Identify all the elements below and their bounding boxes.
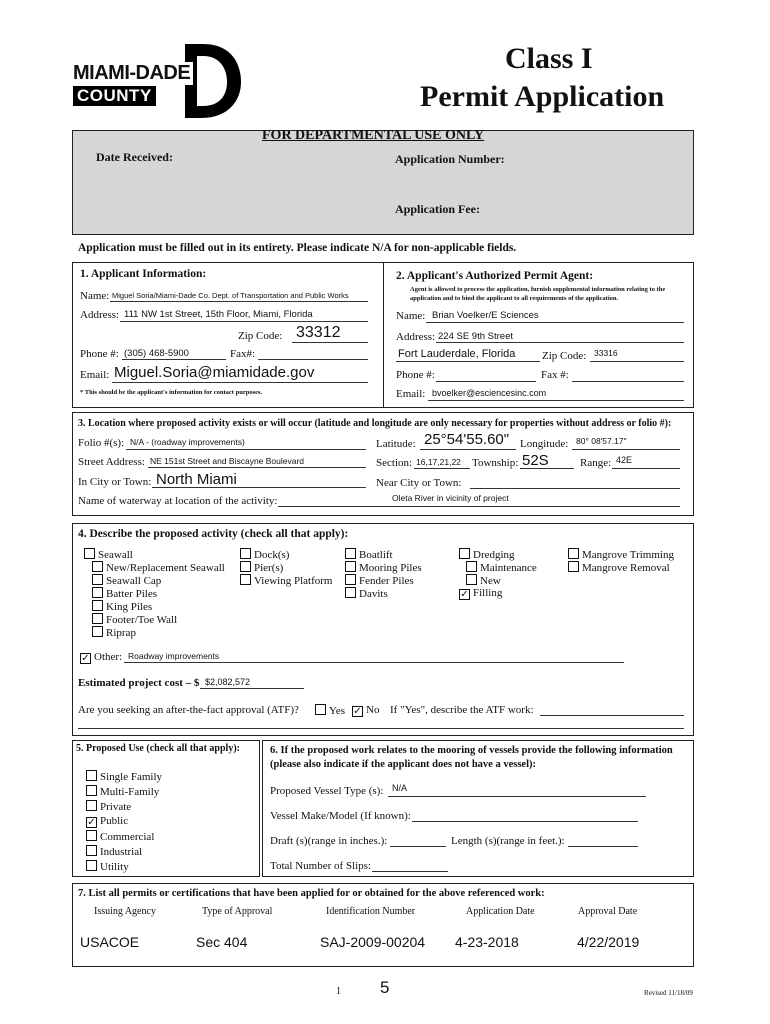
applicant-fax-label: Fax#: (230, 348, 256, 360)
agent-fax-label: Fax #: (541, 369, 569, 381)
use-utility[interactable]: Utility (86, 860, 129, 873)
option-mangrove-trimming[interactable]: Mangrove Trimming (568, 548, 674, 561)
option-batter-piles[interactable]: Batter Piles (92, 587, 157, 600)
waterway-value[interactable]: Oleta River in vicinity of project (392, 493, 509, 503)
agent-address-value[interactable]: 224 SE 9th Street (438, 331, 513, 342)
atf-no-checkbox-checked[interactable]: ✓ (353, 706, 362, 717)
agent-zip-label: Zip Code: (542, 350, 587, 362)
township-label: Township: (472, 457, 519, 469)
permit-application-date[interactable]: 4-23-2018 (455, 934, 519, 950)
option-filling[interactable]: ✓ Filling (460, 587, 503, 600)
city-label: In City or Town: (78, 476, 152, 488)
street-address-label: Street Address: (78, 456, 145, 468)
agent-zip-value[interactable]: 33316 (594, 348, 618, 358)
option-footer-toe-wall[interactable]: Footer/Toe Wall (92, 613, 177, 626)
use-single-family[interactable]: Single Family (86, 770, 162, 783)
permit-issuing-agency[interactable]: USACOE (80, 934, 140, 950)
option-seawall-cap[interactable]: Seawall Cap (92, 574, 161, 587)
option-boatlift[interactable]: Boatlift (345, 548, 393, 561)
range-label: Range: (580, 457, 612, 469)
length-label: Length (s)(range in feet.): (451, 835, 565, 847)
longitude-value[interactable]: 80° 08'57.17" (576, 436, 627, 446)
use-private[interactable]: Private (86, 800, 131, 813)
applicant-name-label: Name: (80, 290, 110, 302)
agent-name-label: Name: (396, 310, 426, 322)
option-docks[interactable]: Dock(s) (240, 548, 289, 561)
longitude-label: Longitude: (520, 438, 569, 450)
page-number-handwritten: 5 (380, 978, 390, 997)
draft-label: Draft (s)(range in inches.): (270, 835, 388, 847)
option-davits[interactable]: Davits (345, 587, 388, 600)
use-public[interactable]: ✓ Public (87, 815, 129, 828)
application-number-label: Application Number: (395, 152, 505, 166)
applicant-address-value[interactable]: 111 NW 1st Street, 15th Floor, Miami, Florida (124, 309, 313, 320)
agent-email-label: Email: (396, 388, 426, 400)
form-title: Permit Application (420, 80, 665, 113)
vessel-make-label: Vessel Make/Model (If known): (270, 810, 411, 822)
page-number-printed: 1 (336, 986, 341, 997)
option-piers[interactable]: Pier(s) (240, 561, 283, 574)
atf-yes[interactable]: Yes (315, 704, 345, 717)
departmental-use-box (72, 130, 694, 235)
vessel-type-value[interactable]: N/A (392, 783, 408, 793)
use-industrial[interactable]: Industrial (86, 845, 142, 858)
option-maintenance[interactable]: Maintenance (466, 561, 537, 574)
applicant-address-label: Address: (80, 309, 120, 321)
filling-checkbox-checked[interactable]: ✓ (460, 589, 469, 600)
latitude-value[interactable]: 25°54'55.60" (424, 431, 510, 448)
agent-phone-label: Phone #: (396, 369, 435, 381)
public-checkbox-checked[interactable]: ✓ (87, 817, 96, 828)
permit-type-of-approval[interactable]: Sec 404 (196, 934, 248, 950)
range-value[interactable]: 42E (616, 455, 633, 465)
street-address-value[interactable]: NE 151st Street and Biscayne Boulevard (150, 456, 305, 466)
section-1-title: 1. Applicant Information: (80, 268, 207, 280)
logo-county-badge: COUNTY (73, 86, 156, 106)
slips-label: Total Number of Slips: (270, 860, 371, 872)
header-issuing-agency: Issuing Agency (94, 906, 156, 917)
cost-value[interactable]: $2,082,572 (205, 677, 251, 687)
header-identification-number: Identification Number (326, 906, 416, 917)
other-value[interactable]: Roadway improvements (128, 651, 220, 661)
fill-notice: Application must be filled out in its entirety. Please indicate N/A for non-applicable fields. (78, 242, 517, 254)
atf-no[interactable]: ✓ No (353, 704, 380, 717)
applicant-footnote: * This should be the applicant's information for contact purposes. (80, 389, 263, 396)
folio-value[interactable]: N/A - (roadway improvements) (130, 437, 245, 447)
agent-name-value[interactable]: Brian Voelker/E Sciences (432, 310, 539, 321)
section-6-title: 6. If the proposed work relates to the mooring of vessels provide the following information (please also indicate if the applicant does not have a vessel): (270, 745, 673, 770)
option-other[interactable]: ✓ Other: (81, 651, 123, 664)
option-mooring-piles[interactable]: Mooring Piles (345, 561, 422, 574)
date-received-label: Date Received: (96, 150, 173, 164)
use-commercial[interactable]: Commercial (86, 830, 154, 843)
section-1-2-divider (383, 262, 384, 408)
option-new[interactable]: New (466, 574, 501, 587)
section-2-title: 2. Applicant's Authorized Permit Agent: (396, 270, 594, 282)
applicant-email-label: Email: (80, 369, 110, 381)
seawall-checkbox[interactable] (84, 548, 95, 559)
section-label: Section: (376, 457, 413, 469)
near-city-label: Near City or Town: (376, 477, 462, 489)
agent-note: Agent is allowed to process the application, furnish supplemental information relating to the application and to bind the applicant to all requirements of the application. (410, 286, 666, 302)
option-dredging[interactable]: Dredging (459, 548, 515, 561)
application-fee-label: Application Fee: (395, 202, 480, 216)
permit-identification-number[interactable]: SAJ-2009-00204 (320, 934, 426, 950)
applicant-name-value[interactable]: Miguel Soria/Miami-Dade Co. Dept. of Transportation and Public Works (112, 291, 349, 300)
option-mangrove-removal[interactable]: Mangrove Removal (568, 561, 670, 574)
cost-label: Estimated project cost – $ (78, 677, 200, 689)
section-4-title: 4. Describe the proposed activity (check all that apply): (78, 528, 349, 540)
agent-address-label: Address: (396, 331, 436, 343)
option-viewing-platform[interactable]: Viewing Platform (240, 574, 332, 587)
departmental-title: FOR DEPARTMENTAL USE ONLY (262, 128, 485, 143)
section-7-title: 7. List all permits or certifications that have been applied for or obtained for the above referenced work: (78, 888, 545, 899)
other-checkbox-checked[interactable]: ✓ (81, 653, 90, 664)
header-application-date: Application Date (466, 906, 535, 917)
city-value[interactable]: North Miami (156, 471, 237, 488)
township-value[interactable]: 52S (522, 452, 549, 469)
atf-question: Are you seeking an after-the-fact approval (ATF)? (78, 704, 299, 716)
option-fender-piles[interactable]: Fender Piles (345, 574, 414, 587)
applicant-phone-label: Phone #: (80, 348, 119, 360)
atf-describe-label: If "Yes", describe the ATF work: (390, 704, 534, 716)
section-value[interactable]: 16,17,21,22 (416, 457, 461, 467)
applicant-email-value[interactable]: Miguel.Soria@miamidade.gov (114, 364, 315, 381)
agent-email-value[interactable]: bvoelker@esciencesinc.com (432, 388, 547, 398)
applicant-zip-value[interactable]: 33312 (296, 324, 341, 341)
waterway-label: Name of waterway at location of the activity: (78, 495, 278, 507)
section-5-title: 5. Proposed Use (check all that apply): (76, 743, 240, 754)
form-title-class: Class I (505, 42, 593, 75)
folio-label: Folio #(s): (78, 437, 125, 449)
section-3-title: 3. Location where proposed activity exists or will occur (latitude and longitude are only necessary for properties without address or folio #): (78, 418, 672, 429)
use-multi-family[interactable]: Multi-Family (86, 785, 159, 798)
county-logo (73, 40, 243, 120)
applicant-phone-value[interactable]: (305) 468-5900 (124, 348, 189, 359)
option-new-seawall[interactable]: New/Replacement Seawall (92, 561, 225, 574)
header-type-of-approval: Type of Approval (202, 906, 273, 917)
permit-approval-date[interactable]: 4/22/2019 (577, 934, 640, 950)
logo-wordmark: MIAMI-DADE (73, 62, 193, 85)
revision-date: Revised 11/18/09 (644, 989, 693, 997)
latitude-label: Latitude: (376, 438, 416, 450)
agent-city-value[interactable]: Fort Lauderdale, Florida (398, 348, 516, 360)
header-approval-date: Approval Date (578, 906, 638, 917)
vessel-type-label: Proposed Vessel Type (s): (270, 785, 384, 797)
option-seawall[interactable]: Seawall (84, 548, 133, 561)
applicant-zip-label: Zip Code: (238, 330, 283, 342)
option-riprap[interactable]: Riprap (92, 626, 136, 639)
option-king-piles[interactable]: King Piles (92, 600, 152, 613)
